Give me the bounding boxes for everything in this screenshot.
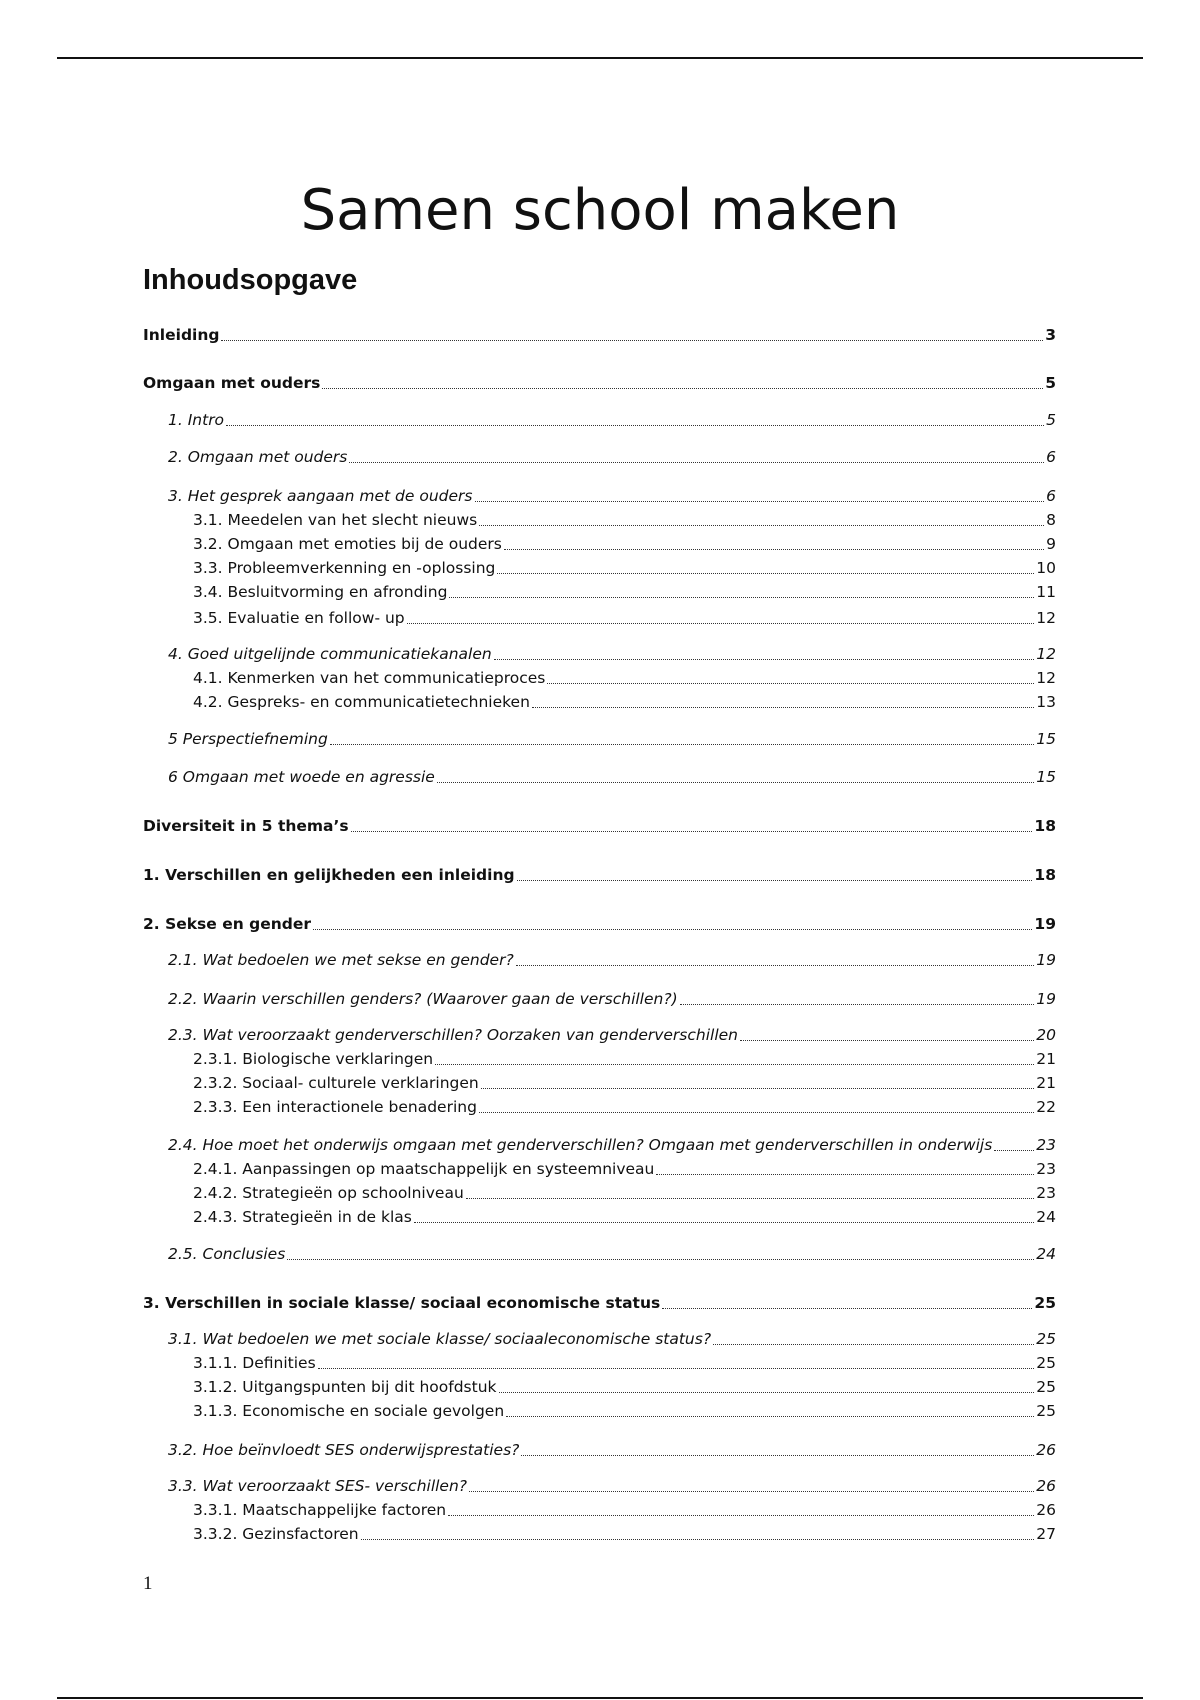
toc-entry-label: 3.2. Omgaan met emoties bij de ouders (193, 535, 502, 553)
toc-leader-dots (516, 965, 1035, 966)
toc-entry[interactable] (143, 989, 1056, 1009)
toc-entry[interactable] (143, 608, 1056, 628)
toc-entry[interactable] (143, 1073, 1056, 1093)
toc-leader-dots (448, 1515, 1034, 1516)
toc-entry-page: 11 (1036, 583, 1056, 601)
toc-entry-label: 2.4.2. Strategieën op schoolniveau (193, 1184, 464, 1202)
toc-leader-dots (466, 1198, 1035, 1199)
toc-entry[interactable] (143, 1500, 1056, 1520)
toc-leader-dots (662, 1308, 1032, 1309)
toc-leader-dots (517, 880, 1033, 881)
toc-entry-label: 4.1. Kenmerken van het communicatieproces (193, 669, 546, 687)
toc-entry-page: 19 (1036, 951, 1056, 969)
toc-entry-page: 23 (1036, 1160, 1056, 1178)
toc-entry-page: 25 (1036, 1402, 1056, 1420)
toc-entry[interactable] (143, 1353, 1056, 1373)
toc-entry-page: 5 (1046, 411, 1056, 429)
toc-entry-label: 3.4. Besluitvorming en afronding (193, 583, 448, 601)
toc-leader-dots (656, 1174, 1034, 1175)
toc-entry-label: 5 Perspectiefneming (168, 730, 328, 748)
toc-entry[interactable] (143, 865, 1056, 885)
toc-leader-dots (449, 597, 1034, 598)
toc-leader-dots (740, 1040, 1034, 1041)
toc-entry-label: 6 Omgaan met woede en agressie (168, 768, 435, 786)
toc-entry[interactable] (143, 325, 1056, 345)
toc-entry-page: 18 (1034, 817, 1056, 835)
toc-entry-page: 19 (1036, 990, 1056, 1008)
toc-leader-dots (469, 1491, 1034, 1492)
toc-leader-dots (680, 1004, 1035, 1005)
toc-entry-label: 3.3. Wat veroorzaakt SES- verschillen? (168, 1477, 468, 1495)
toc-entry-page: 21 (1036, 1050, 1056, 1068)
toc-entry-label: 3. Verschillen in sociale klasse/ sociaal economische status (143, 1294, 661, 1312)
toc-entry-label: 3.1. Wat bedoelen we met sociale klasse/ sociaaleconomische status? (168, 1330, 712, 1348)
toc-entry[interactable] (143, 729, 1056, 749)
toc-leader-dots (435, 1064, 1034, 1065)
toc-leader-dots (479, 525, 1044, 526)
toc-entry[interactable] (143, 558, 1056, 578)
toc-entry-label: Diversiteit in 5 thema’s (143, 817, 349, 835)
toc-entry[interactable] (143, 373, 1056, 393)
toc-leader-dots (330, 744, 1034, 745)
toc-entry[interactable] (143, 1207, 1056, 1227)
toc-entry[interactable] (143, 644, 1056, 664)
toc-entry[interactable] (143, 1329, 1056, 1349)
toc-entry-label: 2.5. Conclusies (168, 1245, 286, 1263)
toc-leader-dots (287, 1259, 1034, 1260)
toc-leader-dots (479, 1112, 1034, 1113)
toc-entry-label: 2.4. Hoe moet het onderwijs omgaan met genderverschillen? Omgaan met genderverschillen in onderwijs (168, 1136, 993, 1154)
toc-entry[interactable] (143, 410, 1056, 430)
toc-leader-dots (322, 388, 1043, 389)
toc-leader-dots (521, 1455, 1034, 1456)
toc-entry-page: 18 (1034, 866, 1056, 884)
toc-leader-dots (547, 683, 1034, 684)
page-number: 1 (143, 1573, 153, 1594)
toc-leader-dots (361, 1539, 1035, 1540)
toc-leader-dots (532, 707, 1034, 708)
toc-entry-label: 3.2. Hoe beïnvloedt SES onderwijsprestaties? (168, 1441, 520, 1459)
toc-entry-label: 3.5. Evaluatie en follow- up (193, 609, 405, 627)
toc-entry-page: 19 (1034, 915, 1056, 933)
toc-entry[interactable] (143, 1025, 1056, 1045)
toc-entry[interactable] (143, 1440, 1056, 1460)
toc-entry-label: 3.3.1. Maatschappelijke factoren (193, 1501, 447, 1519)
toc-entry[interactable] (143, 582, 1056, 602)
toc-entry-label: 2.4.3. Strategieën in de klas (193, 1208, 412, 1226)
toc-entry[interactable] (143, 1097, 1056, 1117)
toc-entry[interactable] (143, 816, 1056, 836)
toc-entry-label: 2.3. Wat veroorzaakt genderverschillen? Oorzaken van genderverschillen (168, 1026, 739, 1044)
toc-leader-dots (414, 1222, 1034, 1223)
toc-entry[interactable] (143, 510, 1056, 530)
toc-leader-dots (226, 425, 1044, 426)
toc-entry-page: 27 (1036, 1525, 1056, 1543)
toc-entry[interactable] (143, 668, 1056, 688)
toc-leader-dots (349, 462, 1044, 463)
toc-leader-dots (407, 623, 1035, 624)
toc-entry-label: 2. Omgaan met ouders (168, 448, 348, 466)
toc-leader-dots (437, 782, 1034, 783)
toc-entry[interactable] (143, 1293, 1056, 1313)
document-title: Samen school maken (300, 177, 900, 243)
toc-leader-dots (504, 549, 1044, 550)
toc-entry-page: 24 (1036, 1208, 1056, 1226)
toc-entry-label: 3.1. Meedelen van het slecht nieuws (193, 511, 478, 529)
toc-leader-dots (499, 1392, 1035, 1393)
footer-rule (57, 1697, 1143, 1699)
toc-entry-page: 23 (1036, 1136, 1056, 1154)
toc-leader-dots (497, 573, 1034, 574)
toc-entry-label: 4.2. Gespreks- en communicatietechnieken (193, 693, 530, 711)
toc-entry[interactable] (143, 1159, 1056, 1179)
toc-entry-page: 12 (1036, 645, 1056, 663)
toc-entry-page: 22 (1036, 1098, 1056, 1116)
toc-entry[interactable] (143, 914, 1056, 934)
toc-entry[interactable] (143, 692, 1056, 712)
toc-entry[interactable] (143, 1135, 1056, 1155)
toc-entry-label: 2.3.2. Sociaal- culturele verklaringen (193, 1074, 479, 1092)
toc-entry-page: 12 (1036, 669, 1056, 687)
toc-entry-label: 2. Sekse en gender (143, 915, 312, 933)
toc-entry-label: 3.1.1. Definities (193, 1354, 316, 1372)
toc-entry-label: 2.3.1. Biologische verklaringen (193, 1050, 434, 1068)
toc-entry-label: 2.1. Wat bedoelen we met sekse en gender? (168, 951, 514, 969)
toc-leader-dots (221, 340, 1043, 341)
toc-entry-label: 3.1.2. Uitgangspunten bij dit hoofdstuk (193, 1378, 497, 1396)
toc-entry[interactable] (143, 1244, 1056, 1264)
toc-leader-dots (713, 1344, 1034, 1345)
toc-leader-dots (313, 929, 1032, 930)
toc-entry-page: 15 (1036, 768, 1056, 786)
toc-entry-label: Omgaan met ouders (143, 374, 321, 392)
toc-entry[interactable] (143, 1401, 1056, 1421)
toc-entry[interactable] (143, 950, 1056, 970)
toc-entry-page: 26 (1036, 1477, 1056, 1495)
toc-entry-page: 5 (1045, 374, 1056, 392)
toc-entry-label: 2.4.1. Aanpassingen op maatschappelijk en systeemniveau (193, 1160, 655, 1178)
toc-entry[interactable] (143, 486, 1056, 506)
toc-entry-page: 13 (1036, 693, 1056, 711)
toc-leader-dots (318, 1368, 1035, 1369)
toc-entry-page: 20 (1036, 1026, 1056, 1044)
toc-entry-page: 10 (1036, 559, 1056, 577)
toc-leader-dots (494, 659, 1035, 660)
toc-entry-label: 4. Goed uitgelijnde communicatiekanalen (168, 645, 492, 663)
toc-entry[interactable] (143, 1377, 1056, 1397)
toc-heading: Inhoudsopgave (143, 264, 358, 296)
toc-leader-dots (994, 1150, 1034, 1151)
header-rule (57, 57, 1143, 59)
toc-entry-page: 3 (1045, 326, 1056, 344)
toc-entry-label: 2.2. Waarin verschillen genders? (Waarover gaan de verschillen?) (168, 990, 678, 1008)
toc-entry[interactable] (143, 534, 1056, 554)
toc-entry-label: 3.3. Probleemverkenning en -oplossing (193, 559, 496, 577)
toc-entry-page: 26 (1036, 1501, 1056, 1519)
toc-entry[interactable] (143, 1049, 1056, 1069)
toc-entry-page: 25 (1036, 1378, 1056, 1396)
toc-leader-dots (475, 501, 1045, 502)
toc-entry-page: 6 (1046, 448, 1056, 466)
toc-entry-page: 8 (1046, 511, 1056, 529)
toc-entry[interactable] (143, 767, 1056, 787)
toc-entry-page: 6 (1046, 487, 1056, 505)
toc-entry-page: 15 (1036, 730, 1056, 748)
toc-entry-label: 3. Het gesprek aangaan met de ouders (168, 487, 473, 505)
toc-entry-page: 21 (1036, 1074, 1056, 1092)
toc-entry[interactable] (143, 447, 1056, 467)
toc-entry-page: 9 (1046, 535, 1056, 553)
toc-entry-page: 12 (1036, 609, 1056, 627)
toc-entry-label: 1. Intro (168, 411, 225, 429)
toc-entry-page: 25 (1036, 1330, 1056, 1348)
toc-leader-dots (506, 1416, 1034, 1417)
toc-entry[interactable] (143, 1476, 1056, 1496)
toc-entry-label: Inleiding (143, 326, 220, 344)
toc-entry-page: 25 (1036, 1354, 1056, 1372)
toc-entry[interactable] (143, 1524, 1056, 1544)
toc-leader-dots (351, 831, 1033, 832)
toc-entry-label: 2.3.3. Een interactionele benadering (193, 1098, 477, 1116)
toc-entry-page: 25 (1034, 1294, 1056, 1312)
toc-entry-label: 3.1.3. Economische en sociale gevolgen (193, 1402, 505, 1420)
toc-entry-label: 3.3.2. Gezinsfactoren (193, 1525, 359, 1543)
toc-leader-dots (481, 1088, 1035, 1089)
toc-entry-page: 23 (1036, 1184, 1056, 1202)
toc-entry-page: 26 (1036, 1441, 1056, 1459)
toc-entry-label: 1. Verschillen en gelijkheden een inleiding (143, 866, 515, 884)
toc-entry-page: 24 (1036, 1245, 1056, 1263)
toc-entry[interactable] (143, 1183, 1056, 1203)
